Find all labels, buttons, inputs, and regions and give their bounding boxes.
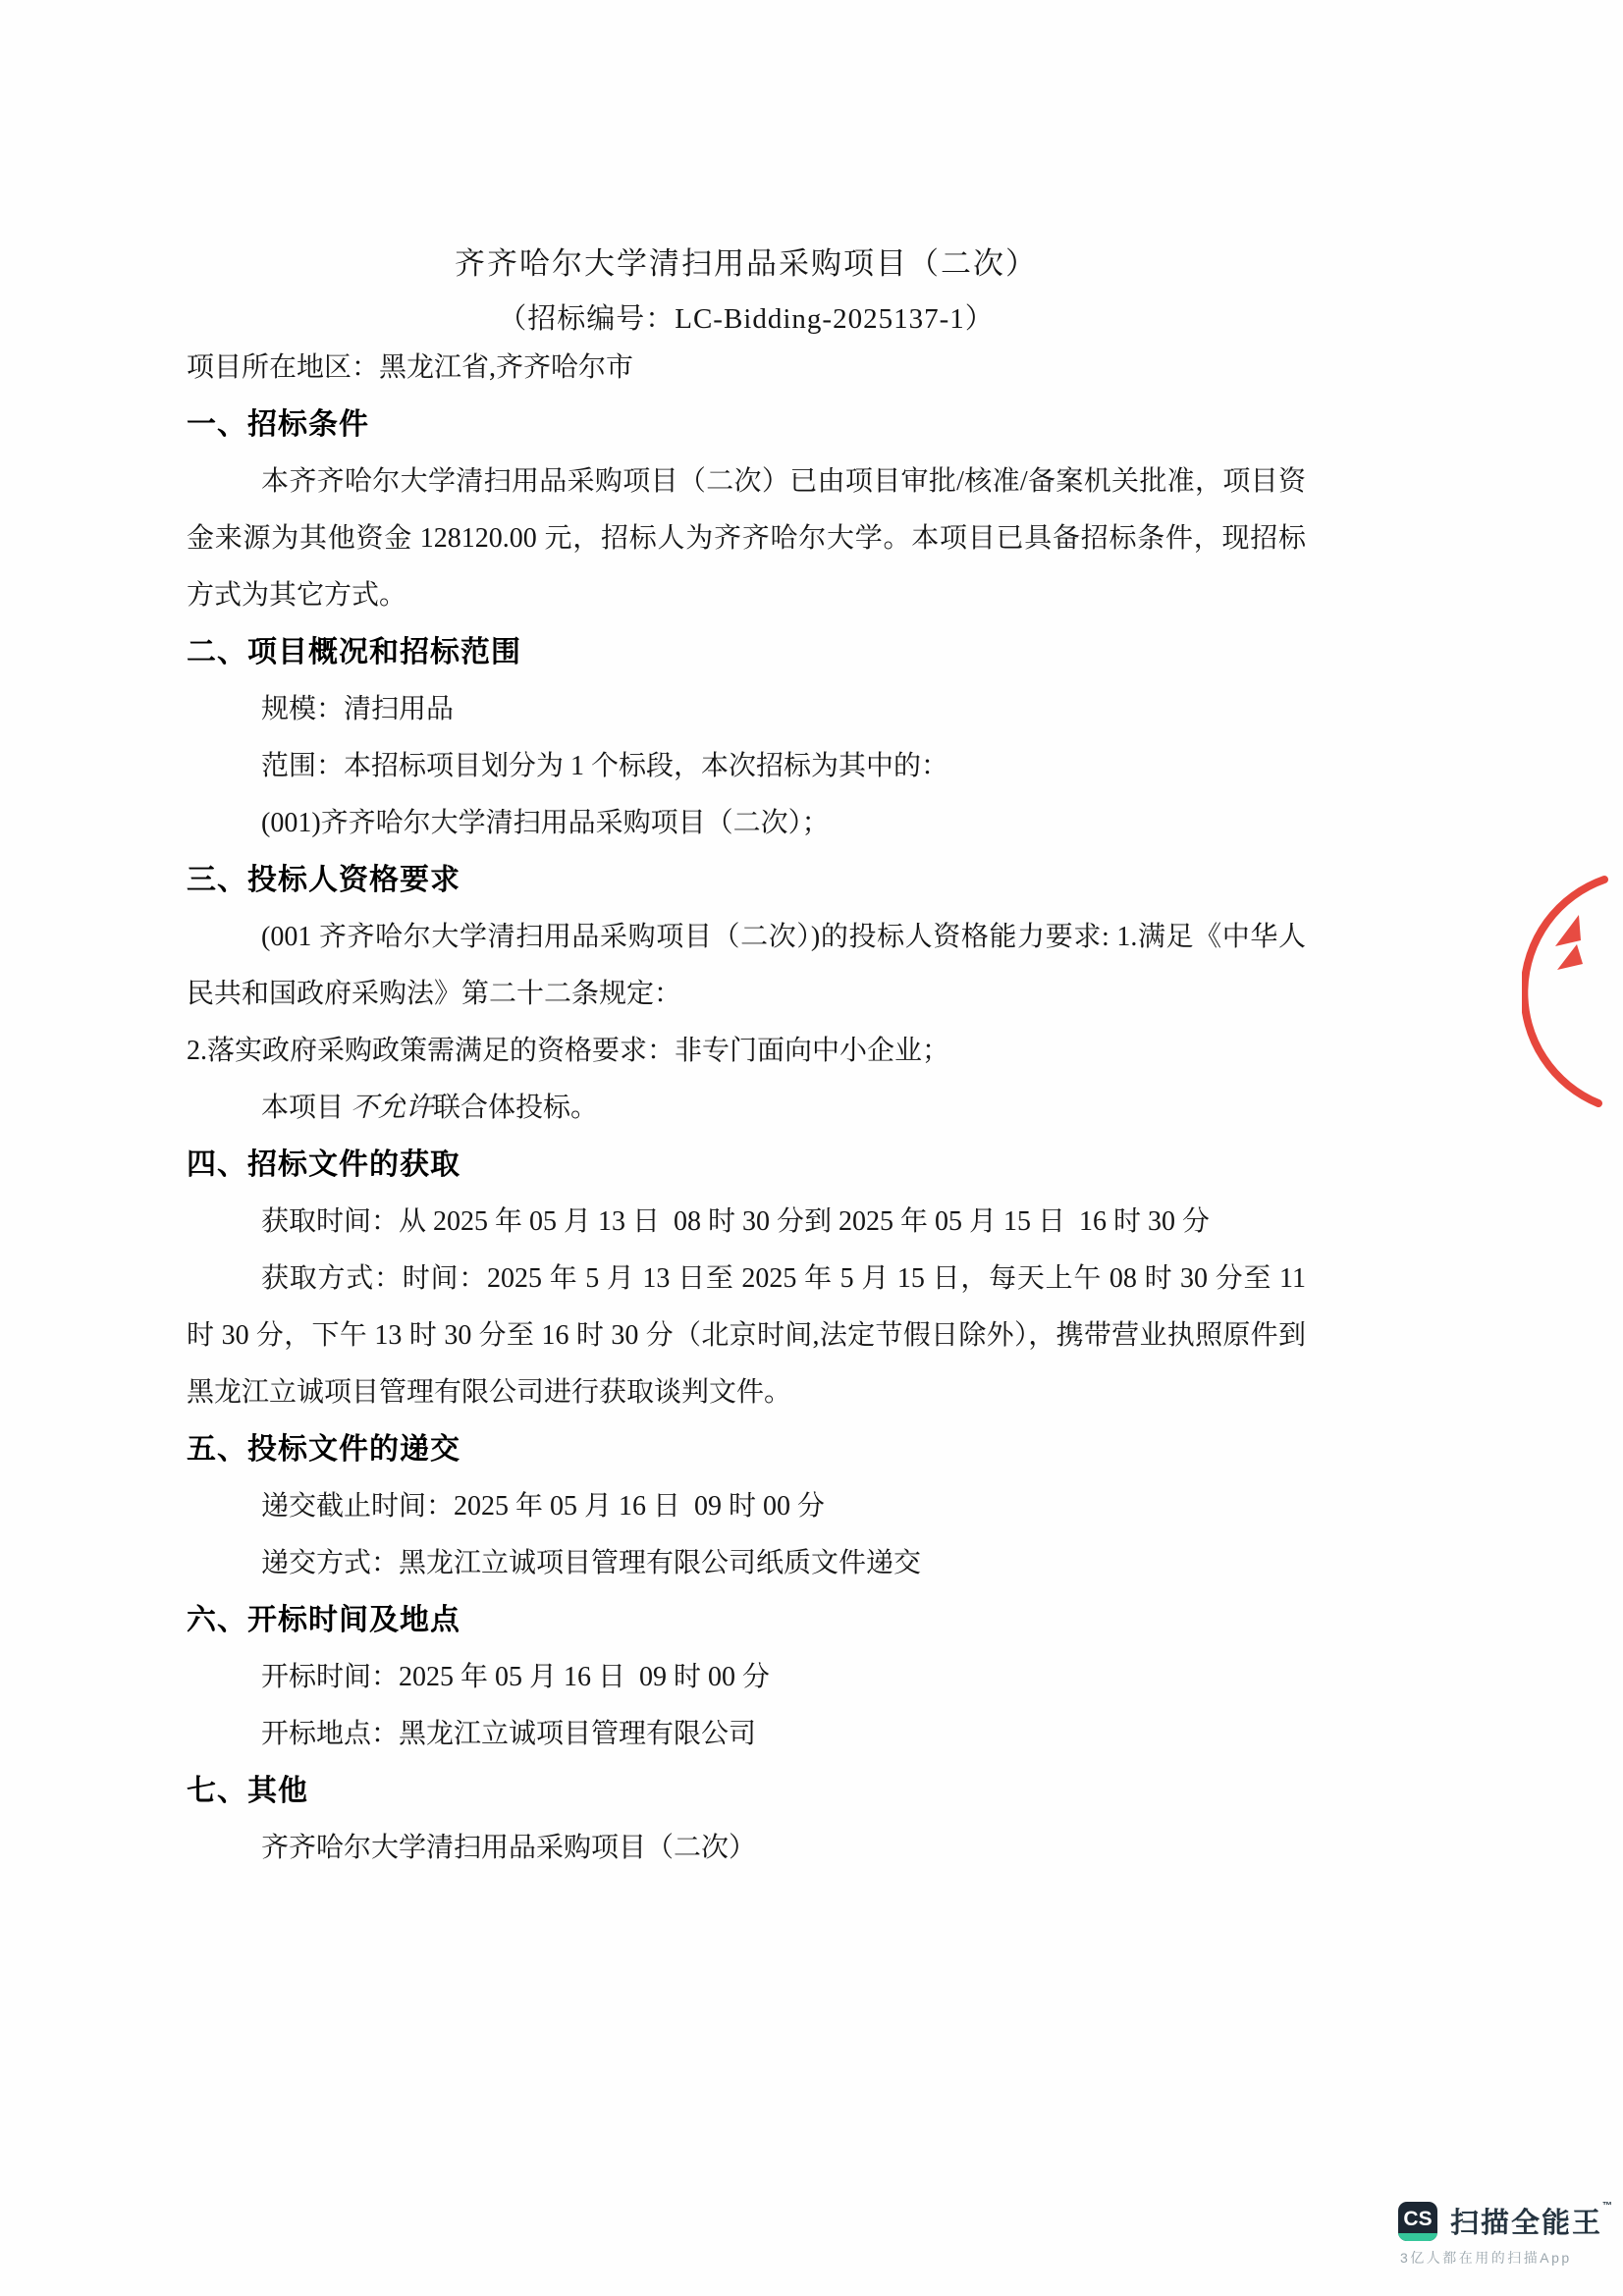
paragraph: (001 齐齐哈尔大学清扫用品采购项目（二次）)的投标人资格能力要求: 1.满足《中华人民共和国政府采购法》第二十二条规定：	[187, 922, 1306, 1009]
paragraph: 2.落实政府采购政策需满足的资格要求：非专门面向中小企业；	[187, 1036, 950, 1066]
official-seal-stamp-icon	[1522, 872, 1623, 1117]
paragraph-no-joint-bid	[187, 1080, 1306, 1137]
section-bidding-conditions	[187, 397, 1306, 624]
project-location-line: 项目所在地区：黑龙江省,齐齐哈尔市	[187, 352, 634, 383]
paragraph: 获取方式：时间：2025 年 5 月 13 日至 2025 年 5 月 15 日，每天上午 08 时 30 分至 11 时 30 分，下午 13 时 30 分至 16 时 30 分（北京时间,法定节假日除外），携带营业执照原件到黑龙江立诚项目管理有限公司进行获取谈判文件。	[187, 1263, 1306, 1408]
paragraph: 开标地点：黑龙江立诚项目管理有限公司	[261, 1719, 757, 1749]
no-joint-bid-emphasis: 不允许	[351, 1093, 434, 1123]
section-heading: 七、其他	[187, 1775, 308, 1807]
section-heading: 五、投标文件的递交	[187, 1433, 460, 1466]
section-obtaining-documents	[187, 1137, 1306, 1421]
section-heading: 六、开标时间及地点	[187, 1604, 460, 1636]
paragraph: 范围：本招标项目划分为 1 个标段，本次招标为其中的：	[261, 751, 949, 781]
section-bid-opening	[187, 1592, 1306, 1763]
camscanner-badge-accent-bar	[1398, 2233, 1437, 2241]
no-joint-bid-prefix: 本项目	[261, 1093, 352, 1123]
document-title: 齐齐哈尔大学清扫用品采购项目（二次）	[455, 246, 1038, 281]
camscanner-tagline: 3亿人都在用的扫描App	[1400, 2250, 1572, 2266]
section-bidder-qualifications	[187, 852, 1306, 1137]
camscanner-logo-icon	[1398, 2202, 1437, 2241]
no-joint-bid-suffix: 联合体投标。	[433, 1093, 599, 1123]
section-submission	[187, 1421, 1306, 1592]
paragraph: 本齐齐哈尔大学清扫用品采购项目（二次）已由项目审批/核准/备案机关批准，项目资金来源为其他资金 128120.00 元，招标人为齐齐哈尔大学。本项目已具备招标条件，现招标方式为其它方式。	[187, 466, 1306, 611]
camscanner-watermark	[1398, 2201, 1614, 2268]
paragraph: 递交方式：黑龙江立诚项目管理有限公司纸质文件递交	[261, 1548, 922, 1578]
camscanner-badge-label: CS	[1403, 2207, 1433, 2230]
bid-number-subtitle: （招标编号：LC-Bidding-2025137-1）	[498, 303, 995, 335]
section-heading: 一、招标条件	[187, 408, 369, 441]
paragraph: (001)齐齐哈尔大学清扫用品采购项目（二次）；	[261, 808, 830, 838]
document-content	[187, 0, 1306, 1877]
paragraph: 开标时间：2025 年 05 月 16 日 09 时 00 分	[261, 1662, 771, 1692]
section-heading: 四、招标文件的获取	[187, 1148, 460, 1181]
trademark-symbol: ™	[1602, 2201, 1615, 2212]
camscanner-app-name: 扫描全能王™	[1450, 2201, 1615, 2239]
paragraph: 齐齐哈尔大学清扫用品采购项目（二次）	[261, 1833, 757, 1863]
paragraph: 规模：清扫用品	[261, 694, 455, 724]
section-project-overview	[187, 624, 1306, 852]
section-other	[187, 1763, 1306, 1877]
section-heading: 二、项目概况和招标范围	[187, 636, 521, 668]
paragraph: 获取时间：从 2025 年 05 月 13 日 08 时 30 分到 2025 年 05 月 15 日 16 时 30 分	[261, 1206, 1211, 1237]
section-heading: 三、投标人资格要求	[187, 864, 460, 896]
paragraph: 递交截止时间：2025 年 05 月 16 日 09 时 00 分	[261, 1491, 826, 1522]
